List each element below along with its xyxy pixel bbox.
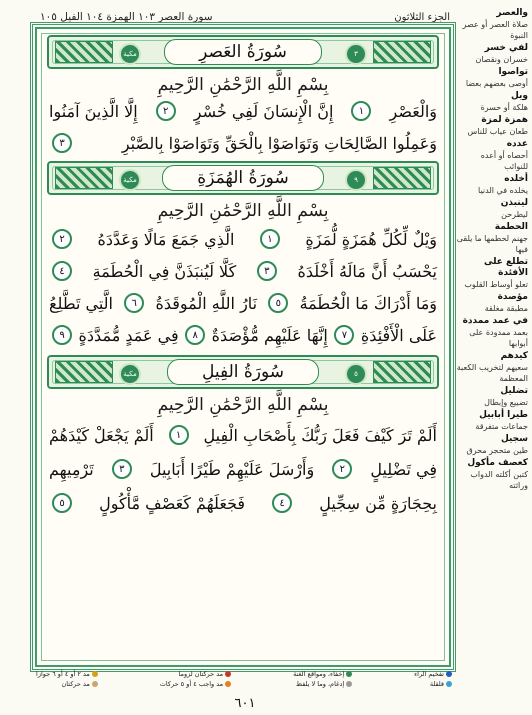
glossary-entry: ويل هلكة أو حسرة [480, 91, 528, 112]
page-header [40, 8, 450, 26]
surah-list-label: سورة العصر ١٠٣ الهمزة ١٠٤ الفيل ١٠٥ [40, 11, 213, 23]
ornament-pattern-icon [55, 167, 113, 189]
surah-title: سُورَةُ العَصرِ [164, 39, 322, 65]
glossary-entry: سجيل طين متحجر محرق [466, 434, 528, 455]
legend-item: إخفاء، ومواقع الغنة [293, 670, 352, 678]
tajweed-color-legend [36, 670, 452, 694]
basmala: بِسْمِ اللَّهِ الرَّحْمَٰنِ الرَّحِيمِ [157, 395, 329, 415]
surah-title: سُورَةُ الفِيلِ [167, 359, 319, 385]
ayah-line: بِحِجَارَةٍ مِّن سِجِّيلٍ ٤ فَجَعَلَهُمْ كَعَصْفٍ مَّأْكُولٍ ٥ [49, 493, 437, 513]
legend-item: مد حركتان [36, 680, 98, 688]
glossary-entry: تضليل تضييع وإبطال [484, 386, 528, 407]
glossary-entry: عدده أحصاه أو أعده للنوائب [480, 139, 528, 171]
glossary-entry: تطلع على الأفئدة تعلو أوساط القلوب [464, 257, 528, 289]
glossary-entry: كيدهم سعيهم لتخريب الكعبة المعظمة [456, 351, 528, 383]
ayah-number-marker: ٧ [334, 325, 354, 345]
juz-label: الجزء الثلاثون [394, 11, 450, 23]
color-dot-icon [92, 671, 98, 677]
glossary-entry: طيرا أبابيل جماعات متفرقة [475, 410, 528, 431]
ornament-pattern-icon [55, 361, 113, 383]
glossary-entry: همزة لمزة طعان عياب للناس [467, 115, 528, 136]
surah-info-medallion: ٩ [345, 169, 367, 191]
surah-banner-asr [47, 35, 439, 69]
ayah-line: يَحْسَبُ أَنَّ مَالَهُ أَخْلَدَهُ ٣ كَلَّا لَيُنبَذَنَّ فِي الْحُطَمَةِ ٤ [49, 261, 437, 281]
ornament-pattern-icon [373, 167, 431, 189]
ayah-number-marker: ٤ [272, 493, 292, 513]
glossary-entry: كعصف مأكول كتبن أكلته الدواب وراثته [467, 458, 528, 490]
ayah-number-marker: ٤ [52, 261, 72, 281]
legend-item: قلقلة [414, 680, 452, 688]
ayah-number-marker: ٣ [112, 459, 132, 479]
ayah-number-marker: ٣ [52, 133, 72, 153]
ayah-line: وَالْعَصْرِ ١ إِنَّ الْإِنسَانَ لَفِي خُسْرٍ ٢ إِلَّا الَّذِينَ آمَنُوا [49, 101, 437, 121]
legend-item: تفخيم الراء [414, 670, 452, 678]
legend-item: إدغام، وما لا يلفظ [293, 680, 352, 688]
surah-info-medallion: مكية [119, 43, 141, 65]
basmala: بِسْمِ اللَّهِ الرَّحْمَٰنِ الرَّحِيمِ [157, 75, 329, 95]
glossary-entry: والعصر صلاة العصر أو عصر النبوة [462, 8, 528, 40]
glossary-entry: مؤصدة مطبقة مغلقة [484, 292, 528, 313]
word-glossary [456, 8, 528, 698]
surah-info-medallion: مكية [119, 363, 141, 385]
glossary-entry: في عمد ممددة بعمد ممدودة على أبوابها [462, 316, 528, 348]
ayah-number-marker: ٢ [156, 101, 176, 121]
legend-item: مد حركتان لزوما [160, 670, 231, 678]
legend-item: مد واجب ٤ أو ٥ حركات [160, 680, 231, 688]
surah-title: سُورَةُ الهُمَزَةِ [162, 165, 323, 191]
glossary-entry: الحطمة جهنم لحطمها ما يلقى فيها [456, 222, 528, 254]
surah-info-medallion: ٣ [345, 43, 367, 65]
ayah-number-marker: ٢ [52, 229, 72, 249]
ayah-number-marker: ٩ [52, 325, 72, 345]
ayah-number-marker: ٨ [185, 325, 205, 345]
ayah-line: عَلَى الْأَفْئِدَةِ ٧ إِنَّهَا عَلَيْهِم مُّؤْصَدَةٌ ٨ فِي عَمَدٍ مُّمَدَّدَةٍ ٩ [49, 325, 437, 345]
ayah-number-marker: ١ [260, 229, 280, 249]
glossary-entry: تواصوا أوصى بعضهم بعضا [465, 67, 528, 88]
ayah-number-marker: ٦ [124, 293, 144, 313]
ornament-pattern-icon [373, 41, 431, 63]
glossary-entry: أخلده يخلده في الدنيا [478, 174, 528, 195]
ayah-number-marker: ١ [351, 101, 371, 121]
color-dot-icon [346, 681, 352, 687]
color-dot-icon [225, 681, 231, 687]
surah-info-medallion: مكية [119, 169, 141, 191]
color-dot-icon [446, 681, 452, 687]
ayah-line: وَمَا أَدْرَاكَ مَا الْحُطَمَةُ ٥ نَارُ اللَّهِ الْمُوقَدَةُ ٦ الَّتِي تَطَّلِعُ [49, 293, 437, 313]
color-dot-icon [346, 671, 352, 677]
quran-text-frame [35, 27, 451, 667]
ayah-number-marker: ١ [169, 425, 189, 445]
surah-banner-humazah [47, 161, 439, 195]
color-dot-icon [92, 681, 98, 687]
glossary-entry: لينبذن ليطرحن [500, 198, 528, 219]
ayah-line: وَيْلٌ لِّكُلِّ هُمَزَةٍ لُّمَزَةٍ ١ الَّذِي جَمَعَ مَالًا وَعَدَّدَهُ ٢ [49, 229, 437, 249]
basmala: بِسْمِ اللَّهِ الرَّحْمَٰنِ الرَّحِيمِ [157, 201, 329, 221]
glossary-entry: لفي خسر خسران ونقصان [475, 43, 528, 64]
surah-banner-fil [47, 355, 439, 389]
ayah-line: أَلَمْ تَرَ كَيْفَ فَعَلَ رَبُّكَ بِأَصْحَابِ الْفِيلِ ١ أَلَمْ يَجْعَلْ كَيْدَهُمْ [49, 425, 437, 445]
ayah-number-marker: ٢ [332, 459, 352, 479]
ayah-number-marker: ٥ [52, 493, 72, 513]
ayah-line: وَعَمِلُوا الصَّالِحَاتِ وَتَوَاصَوْا بِالْحَقِّ وَتَوَاصَوْا بِالصَّبْرِ ٣ [49, 133, 437, 153]
legend-item: مد ٢ أو ٤ أو ٦ جوازا [36, 670, 98, 678]
ayah-number-marker: ٥ [268, 293, 288, 313]
page-number: ٦٠١ [234, 696, 256, 711]
ayah-number-marker: ٣ [257, 261, 277, 281]
color-dot-icon [446, 671, 452, 677]
surah-info-medallion: ٥ [345, 363, 367, 385]
ayah-line: فِي تَضْلِيلٍ ٢ وَأَرْسَلَ عَلَيْهِمْ طَيْرًا أَبَابِيلَ ٣ تَرْمِيهِم [49, 459, 437, 479]
color-dot-icon [225, 671, 231, 677]
ornament-pattern-icon [373, 361, 431, 383]
ornament-pattern-icon [55, 41, 113, 63]
